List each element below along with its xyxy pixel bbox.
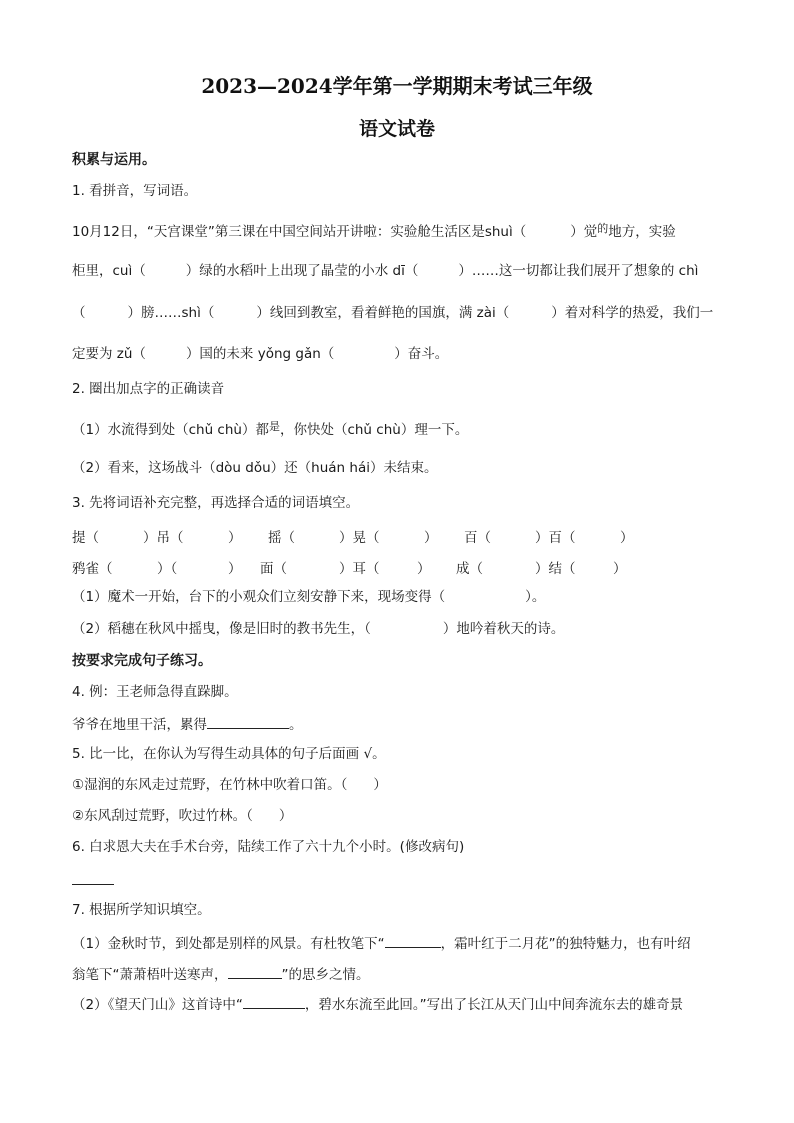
q5-option-a [72, 776, 724, 794]
q5-option-b [72, 807, 724, 825]
q4-text: 。 [289, 717, 303, 733]
q2-text: ，你快处（chǔ chù）理一下。 [279, 422, 469, 438]
q7-item-1-cont [72, 964, 724, 984]
q3-item-1 [72, 588, 724, 606]
q3-word-cell: ） [613, 561, 627, 577]
q7-text: （1）金秋时节，到处都是别样的风景。有杜牧笔下“ [72, 936, 385, 952]
q3-word-cell: 提（ [72, 530, 99, 546]
q3-item-2 [72, 620, 724, 638]
q1-text: ）……这一切都让我们展开了想象的 chì [458, 263, 699, 279]
q1-text: 地方，实验 [608, 224, 676, 240]
q3-word-cell: ） [228, 561, 242, 577]
section-heading-accumulation: 积累与运用。 [72, 152, 156, 168]
q1-text: ）绿的水稻叶上出现了晶莹的小水 dī（ [185, 263, 419, 279]
q1-text: ）线回到教室，看着鲜艳的国旗，满 zài（ [256, 305, 510, 321]
q3-word-cell: ）晃（ [339, 530, 380, 546]
q3-word-cell: 鸦雀（ [72, 561, 113, 577]
q7-text: （2）《望天门山》这首诗中“ [72, 997, 243, 1013]
q7-stem: 7. 根据所学知识填空。 [72, 902, 211, 918]
q5-text: ） [373, 777, 387, 793]
q1-line-4 [72, 345, 724, 363]
q1-text: （ [72, 305, 86, 321]
q6-answer-line[interactable] [72, 884, 114, 885]
q3-word-cell: 百（ [464, 530, 491, 546]
q3-word-cell: 成（ [456, 561, 483, 577]
q1-stem: 1. 看拼音，写词语。 [72, 183, 198, 199]
q4-line [72, 714, 724, 734]
q4-answer-blank[interactable] [207, 714, 289, 729]
q1-text: ）奋斗。 [394, 346, 449, 362]
q3-word-cell: ） [417, 561, 431, 577]
q3-word-cell: ） [620, 530, 634, 546]
q4-stem: 4. 例：王老师急得直跺脚。 [72, 684, 238, 700]
q1-text: 的 [597, 222, 609, 235]
q7-blank[interactable] [385, 933, 441, 948]
q7-text: ，霜叶红于二月花”的独特魅力，也有叶绍 [440, 936, 691, 952]
q7-text: 翁笔下“萧萧梧叶送寒声， [72, 967, 228, 983]
q3-word-cell: ）结（ [535, 561, 576, 577]
q2-item-1 [72, 418, 724, 439]
section-heading-sentences: 按要求完成句子练习。 [72, 653, 212, 669]
q3-word-cell: 摇（ [268, 530, 295, 546]
q1-text: 定要为 zǔ（ [72, 346, 146, 362]
q1-line-3 [72, 304, 724, 322]
q1-text: ）着对科学的热爱，我们一 [551, 305, 714, 321]
q3-word-cell: ）百（ [535, 530, 576, 546]
q2-text: 是 [268, 420, 280, 433]
q3-word-cell: ） [424, 530, 438, 546]
q2-text: （1）水流得到处（chǔ chù）都 [72, 422, 269, 438]
q2-item-2: （2）看来，这场战斗（dòu dǒu）还（huán hái）未结束。 [72, 460, 438, 476]
q7-text: ”的思乡之情。 [281, 967, 370, 983]
page-title: 2023—2024学年第一学期期末考试三年级 [201, 74, 593, 98]
q1-line-1 [72, 220, 724, 241]
q7-item-1 [72, 933, 724, 953]
q5-text: ②东风刮过荒野，吹过竹林。（ [72, 808, 253, 824]
q3-text: ）地吟着秋天的诗。 [442, 621, 565, 637]
q1-text: 10月12日，“天宫课堂”第三课在中国空间站开讲啦：实验舱生活区是shuì（ [72, 224, 527, 240]
q4-text: 爷爷在地里干活，累得 [72, 717, 207, 733]
q3-word-cell: ）（ [157, 561, 178, 577]
q7-blank[interactable] [243, 994, 305, 1009]
q2-stem: 2. 圈出加点字的正确读音 [72, 381, 225, 397]
q3-word-cell: 面（ [260, 561, 287, 577]
q3-text: （1）魔术一开始，台下的小观众们立刻安静下来，现场变得（ [72, 589, 446, 605]
q1-text: ）膀……shì（ [127, 305, 215, 321]
q1-line-2 [72, 262, 724, 280]
q6-stem: 6. 白求恩大夫在手术台旁，陆续工作了六十九个小时。(修改病句) [72, 839, 465, 855]
page-subtitle: 语文试卷 [358, 118, 435, 140]
q3-text: ）。 [525, 589, 546, 605]
q3-word-cell: ） [228, 530, 242, 546]
q5-text: ） [278, 808, 293, 824]
q1-text: ）国的未来 yǒng gǎn（ [185, 346, 335, 362]
q3-stem: 3. 先将词语补充完整，再选择合适的词语填空。 [72, 495, 360, 511]
q5-text: ①湿润的东风走过荒野，在竹林中吹着口笛。（ [72, 777, 348, 793]
q3-word-cell: ）耳（ [339, 561, 380, 577]
q5-stem: 5. 比一比，在你认为写得生动具体的句子后面画 √。 [72, 746, 386, 762]
q3-word-cell: ）吊（ [143, 530, 184, 546]
q7-blank[interactable] [228, 964, 282, 979]
q1-text: ）觉 [570, 224, 598, 240]
q7-item-2 [72, 994, 724, 1014]
q3-text: （2）稻穗在秋风中摇曳，像是旧时的教书先生，（ [72, 621, 371, 637]
q1-text: 柜里，cuì（ [72, 263, 146, 279]
q7-text: ，碧水东流至此回。”写出了长江从天门山中间奔流东去的雄奇景 [304, 997, 684, 1013]
